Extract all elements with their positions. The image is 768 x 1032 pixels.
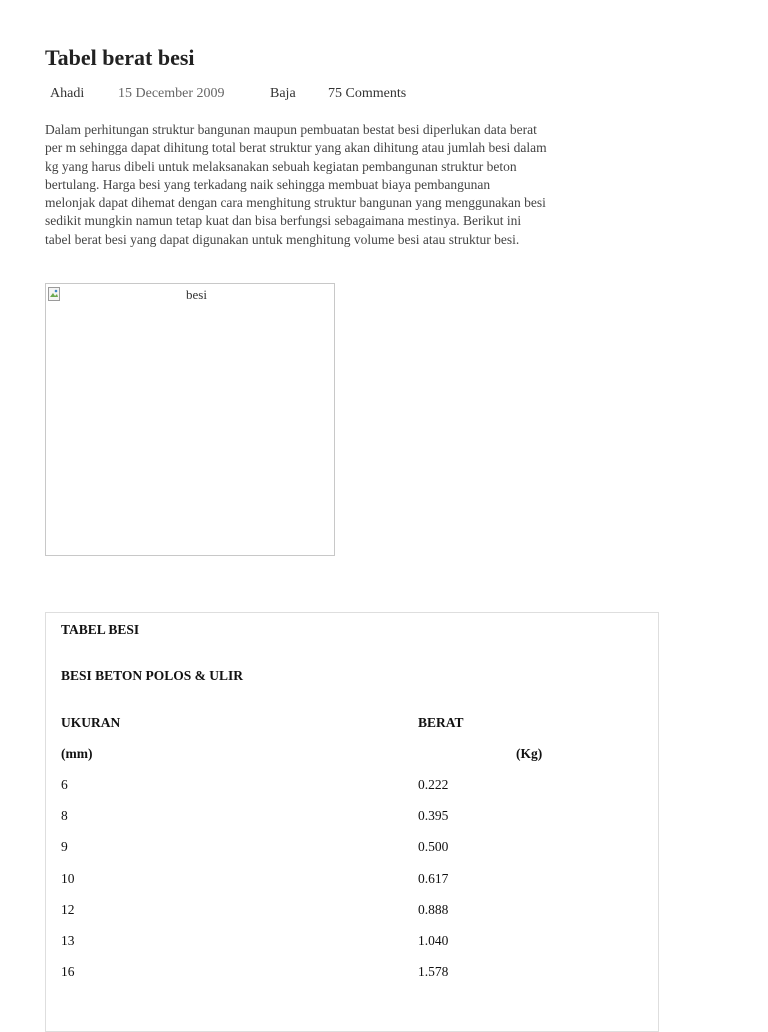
broken-image-icon <box>48 287 60 301</box>
comments-link[interactable]: 75 Comments <box>328 86 407 101</box>
column-unit-size: (mm) <box>61 746 93 761</box>
column-header-weight: BERAT <box>418 715 464 730</box>
column-header-size: UKURAN <box>61 715 121 730</box>
image-alt-text: besi <box>186 287 207 302</box>
intro-paragraph: Dalam perhitungan struktur bangunan maupun pembuatan bestat besi diperlukan data berat per m sehingga dapat dihitung total berat struktur yang akan dihitung atau jumlah besi dalam kg yang harus dibeli untuk melaksanakan sebuah kegiatan pembangunan struktur beton bertulang. Harga besi yang terkadang naik sehingga membuat biaya pembangunan melonjak dapat dihemat dengan cara menghitung struktur bangunan yang menggunakan besi sedikit mungkin namun tetap kuat dan bisa berfungsi sebagaimana mestinya. Berikut ini tabel berat besi yang dapat digunakan untuk menghitung volume besi atau struktur besi. <box>45 122 547 247</box>
table-cell-weight: 1.578 <box>418 964 449 980</box>
post-date: 15 December 2009 <box>118 86 225 101</box>
table-cell-weight: 0.617 <box>418 870 449 886</box>
table-cell-size: 10 <box>61 870 75 886</box>
table-cell-weight: 0.395 <box>418 808 449 824</box>
table-cell-size: 13 <box>61 933 75 948</box>
table-cell-weight: 0.888 <box>418 901 449 917</box>
table-cell-size: 9 <box>61 839 68 855</box>
table-subtitle: BESI BETON POLOS & ULIR <box>61 668 244 683</box>
table-cell-size: 16 <box>61 964 75 980</box>
table-cell-weight: 0.500 <box>418 839 449 855</box>
weight-table <box>45 612 659 1032</box>
category-link[interactable]: Baja <box>270 86 296 101</box>
table-title: TABEL BESI <box>61 622 140 637</box>
table-cell-size: 8 <box>61 808 68 824</box>
column-unit-weight: (Kg) <box>516 746 543 761</box>
table-cell-weight: 1.040 <box>418 933 449 948</box>
broken-image <box>45 283 335 556</box>
author-link[interactable]: Ahadi <box>50 86 85 101</box>
table-cell-weight: 0.222 <box>418 777 449 792</box>
table-cell-size: 6 <box>61 777 68 792</box>
table-cell-size: 12 <box>61 901 75 917</box>
page-title: Tabel berat besi <box>45 45 195 70</box>
